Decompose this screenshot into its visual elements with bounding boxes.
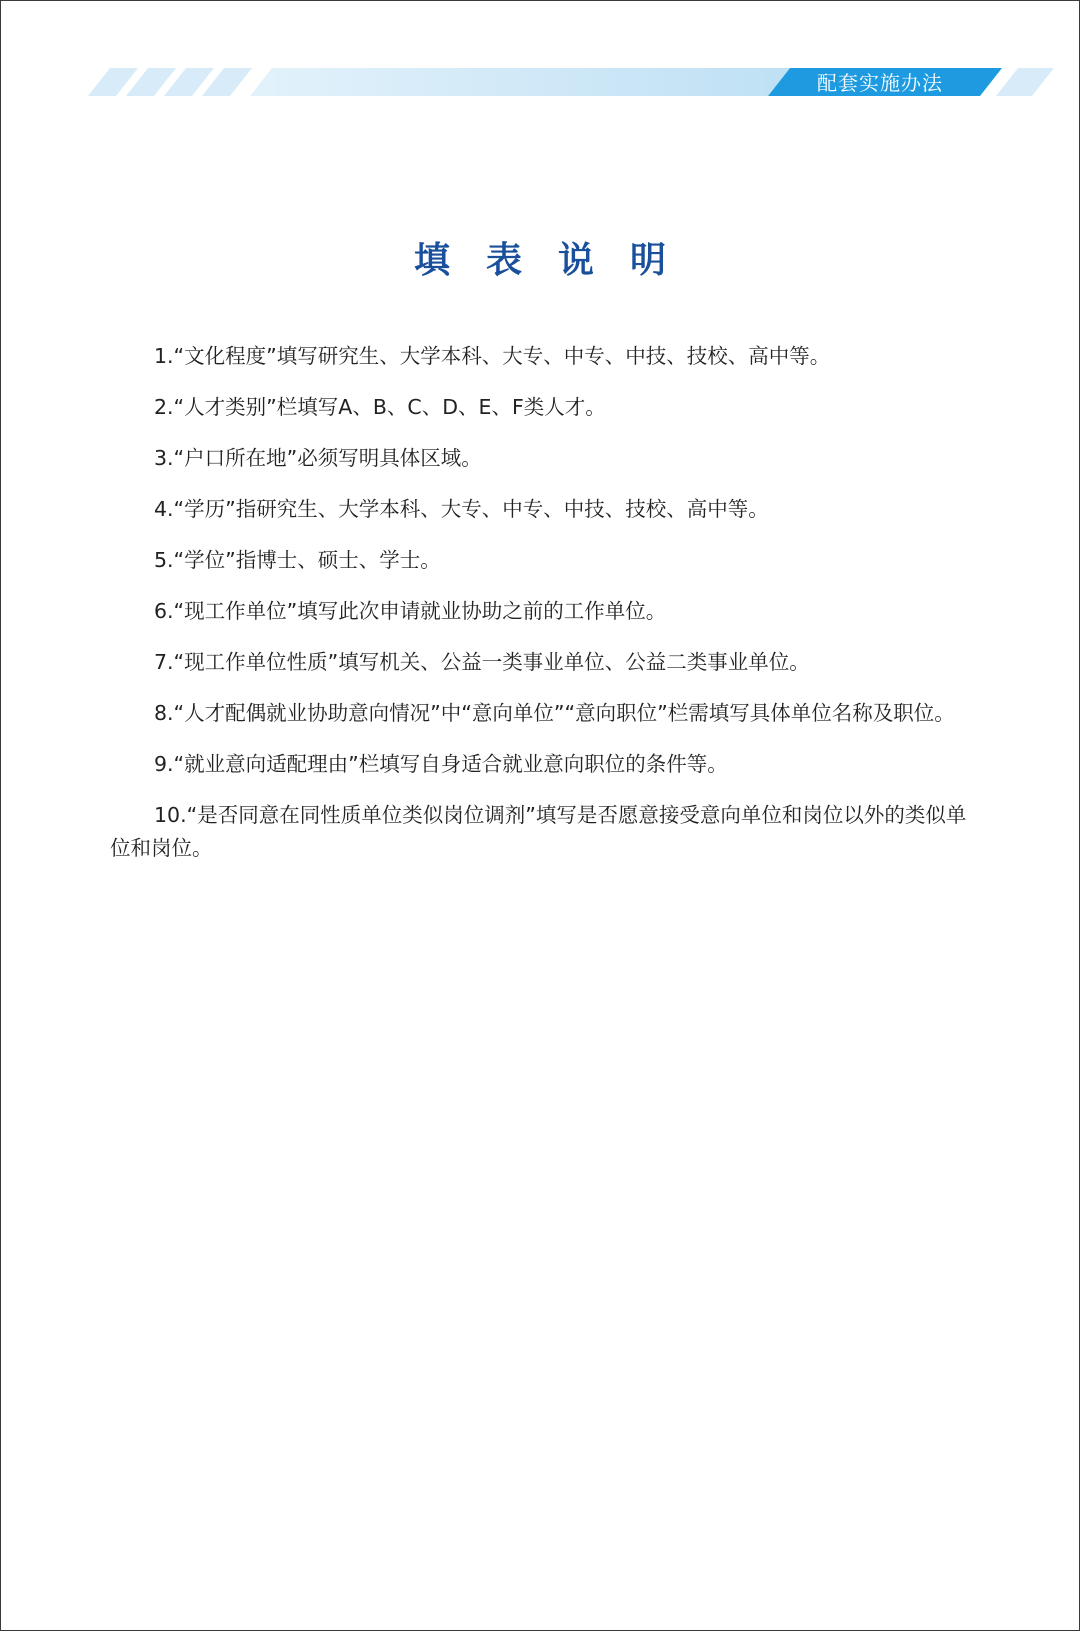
list-item: 8.“人才配偶就业协助意向情况”中“意向单位”“意向职位”栏需填写具体单位名称及职位。 (154, 701, 955, 725)
list-item: 7.“现工作单位性质”填写机关、公益一类事业单位、公益二类事业单位。 (154, 650, 810, 674)
stripe-right (996, 68, 1054, 96)
list-item: 6.“现工作单位”填写此次申请就业协助之前的工作单位。 (154, 599, 667, 623)
instruction-list (110, 340, 976, 883)
list-item: 3.“户口所在地”必须写明具体区域。 (154, 446, 482, 470)
header-long-bar (250, 68, 790, 96)
list-item: 9.“就业意向适配理由”栏填写自身适合就业意向职位的条件等。 (154, 752, 728, 776)
header-section-title: 配套实施办法 (817, 71, 943, 95)
page-title: 填表说明 (413, 240, 702, 281)
list-item: 10.“是否同意在同性质单位类似岗位调剂”填写是否愿意接受意向单位和岗位以外的类似单位和岗位。 (110, 803, 967, 860)
list-item: 2.“人才类别”栏填写A、B、C、D、E、F类人才。 (154, 395, 606, 419)
list-item: 1.“文化程度”填写研究生、大学本科、大专、中专、中技、技校、高中等。 (154, 344, 831, 368)
list-item: 4.“学历”指研究生、大学本科、大专、中专、中技、技校、高中等。 (154, 497, 769, 521)
list-item: 5.“学位”指博士、硕士、学士。 (154, 548, 441, 572)
header-band (0, 0, 1080, 110)
